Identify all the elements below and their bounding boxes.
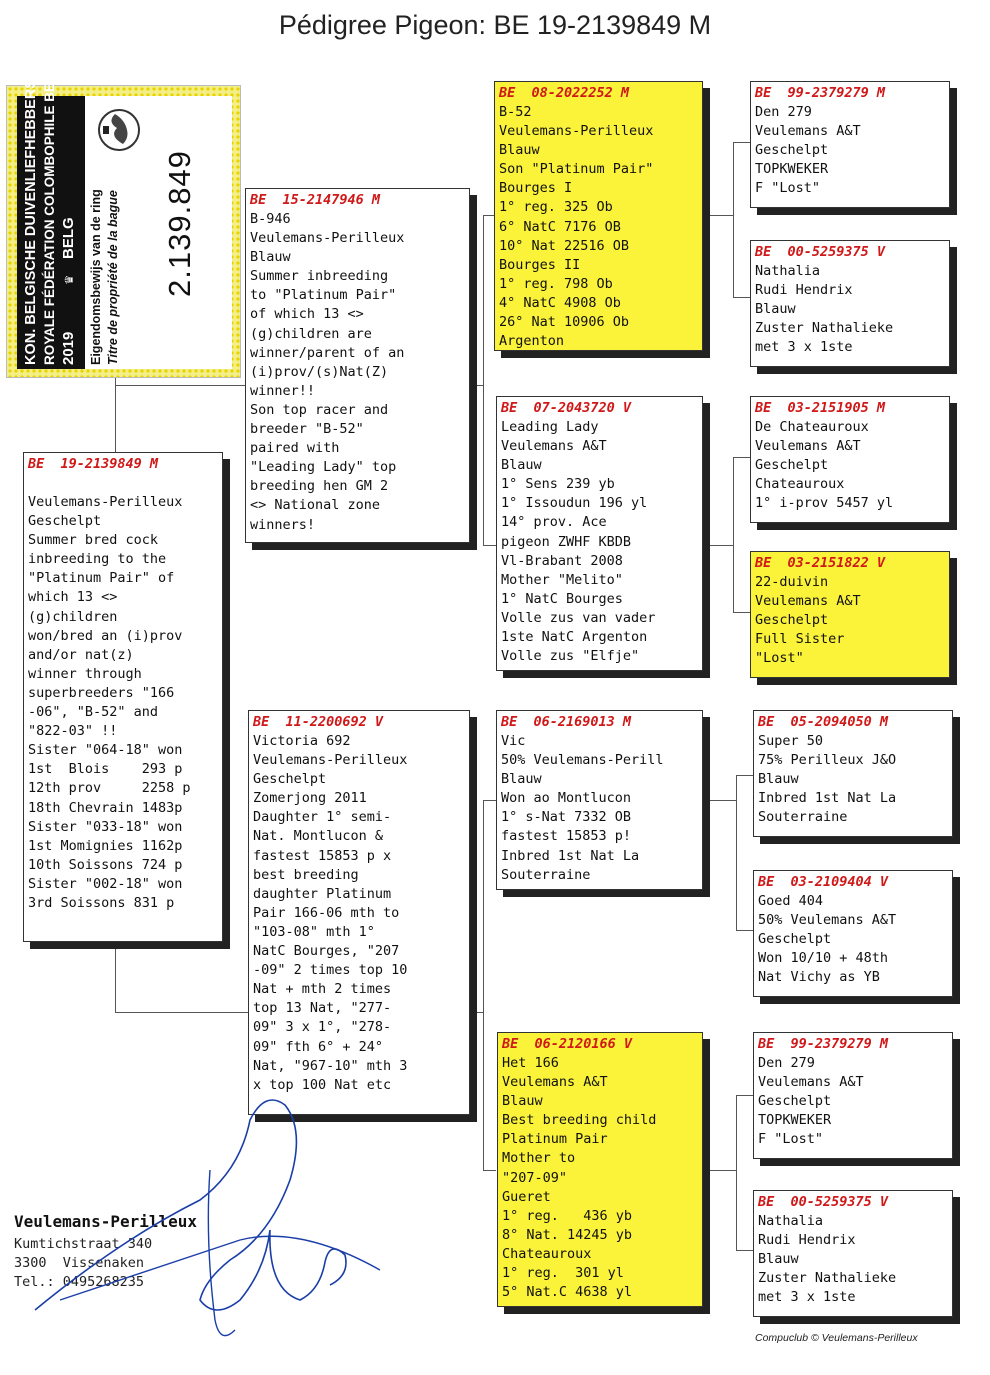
pigeon-info-line: Geschelpt: [755, 142, 829, 159]
pigeon-info-line: which 13 <>: [28, 589, 118, 606]
pigeon-info-line: De Chateauroux: [755, 419, 869, 435]
pigeon-info-line: NatC Bourges, "207: [253, 943, 400, 960]
pigeon-info-line: TOPKWEKER: [758, 1112, 832, 1129]
ring-certificate: [6, 36, 241, 378]
pigeon-info-line: 1ste NatC Argenton: [501, 629, 648, 646]
pigeon-ring-id: BE 05-2094050 M: [758, 714, 889, 730]
footer-copyright: Compuclub © Veulemans-Perilleux: [755, 1332, 918, 1344]
pigeon-info-line: B-52: [499, 104, 532, 120]
pigeon-info-line: Blauw: [758, 771, 799, 788]
pigeon-info-line: "822-03" !!: [28, 723, 118, 740]
breeder-info: [14, 1212, 197, 1292]
pigeon-info-line: 4° NatC 4908 Ob: [499, 294, 621, 311]
pigeon-info-line: Veulemans-Perilleux: [499, 123, 654, 140]
pigeon-card-mother: [248, 710, 470, 1115]
pigeon-info-line: 1° Sens 239 yb: [501, 476, 615, 493]
pigeon-info-line: Leading Lady: [501, 419, 599, 435]
breeder-phone: Tel.: 0495268235: [14, 1274, 145, 1290]
federation-logo-icon: [95, 106, 143, 154]
pigeon-info-line: TOPKWEKER: [755, 161, 829, 178]
pigeon-ring-id: BE 00-5259375 V: [758, 1194, 889, 1210]
pigeon-card-mf: [496, 710, 703, 890]
ring-number: 2.139.849: [162, 150, 197, 297]
pigeon-card-subject: [23, 452, 223, 942]
pigeon-card-fmm: [750, 551, 950, 678]
pigeon-card-mff: [753, 710, 953, 837]
pigeon-info-line: Blauw: [501, 771, 542, 788]
pigeon-ring-id: BE 07-2043720 V: [501, 400, 632, 416]
connector-line: [470, 385, 483, 386]
pigeon-info-line: Souterraine: [758, 809, 848, 826]
pigeon-ring-id: BE 08-2022252 M: [499, 85, 630, 101]
crown-icon: ♛: [61, 275, 77, 284]
pigeon-card-mm: [497, 1032, 703, 1307]
pigeon-info-line: 1° s-Nat 7332 OB: [501, 809, 632, 826]
pigeon-info-line: Argenton: [499, 333, 565, 350]
pigeon-info-line: Bourges II: [499, 256, 581, 273]
pigeon-info-line: (g)children are: [250, 325, 372, 342]
ownership-text-nl: Eigendomsbewijs van de ring: [89, 189, 103, 365]
pigeon-info-line: Blauw: [502, 1093, 543, 1110]
pigeon-info-line: Geschelpt: [755, 612, 829, 629]
pigeon-ring-id: BE 15-2147946 M: [250, 192, 381, 208]
pigeon-card-fff: [750, 81, 950, 208]
connector-line: [736, 775, 737, 930]
ring-country: BELG: [60, 217, 77, 259]
pigeon-info-line: 1° reg. 798 Ob: [499, 275, 613, 292]
pigeon-info-line: won/bred an (i)prov: [28, 627, 183, 644]
pigeon-card-mmf: [753, 1032, 953, 1159]
connector-line: [703, 215, 733, 216]
pigeon-info-line: [28, 474, 218, 493]
pigeon-info-line: 1° Issoudun 196 yl: [501, 495, 648, 512]
pigeon-info-line: Blauw: [758, 1251, 799, 1268]
pigeon-info-line: Nat + mth 2 times: [253, 981, 392, 998]
pigeon-info-line: Chateauroux: [502, 1245, 592, 1262]
pigeon-info-line: Super 50: [758, 733, 824, 749]
pigeon-info-line: Geschelpt: [253, 771, 327, 788]
pigeon-info-line: Mother "Melito": [501, 571, 623, 588]
pigeon-info-line: Summer inbreeding: [250, 268, 389, 285]
pigeon-info-line: B-946: [250, 211, 291, 227]
pigeon-info-line: Nat, "967-10" mth 3: [253, 1057, 408, 1074]
pigeon-info-line: Veulemans A&T: [502, 1074, 608, 1091]
connector-line: [733, 142, 750, 143]
pigeon-info-line: Goed 404: [758, 893, 824, 909]
pigeon-info-line: winner/parent of an: [250, 344, 405, 361]
pigeon-info-line: Geschelpt: [28, 513, 102, 530]
pigeon-info-line: <> National zone: [250, 497, 381, 514]
connector-line: [736, 930, 753, 931]
federation-name-nl: KON. BELGISCHE DUIVENLIEFHEBBERSBOND: [23, 36, 39, 365]
pigeon-info-line: "Platinum Pair" of: [28, 570, 175, 587]
pigeon-info-line: "Leading Lady" top: [250, 459, 397, 476]
pigeon-info-line: Vic: [501, 733, 526, 749]
pigeon-info-line: "207-09": [502, 1169, 568, 1186]
connector-line: [733, 457, 734, 612]
pigeon-info-line: (g)children: [28, 608, 118, 625]
connector-line: [483, 1170, 496, 1171]
pigeon-info-line: Blauw: [755, 301, 796, 318]
pigeon-info-line: Volle zus "Elfje": [501, 648, 640, 665]
pigeon-ring-id: BE 00-5259375 V: [755, 244, 886, 260]
connector-line: [736, 1250, 753, 1251]
connector-line: [115, 942, 116, 1012]
connector-line: [483, 800, 496, 801]
pigeon-info-line: 10th Soissons 724 p: [28, 856, 183, 873]
pigeon-info-line: Zuster Nathalieke: [755, 320, 894, 337]
pigeon-info-line: 26° Nat 10906 Ob: [499, 314, 630, 331]
pigeon-info-line: Geschelpt: [758, 1093, 832, 1110]
connector-line: [115, 378, 116, 453]
pigeon-info-line: 3rd Soissons 831 p: [28, 894, 175, 911]
connector-line: [470, 1012, 483, 1013]
pigeon-info-line: 1st Blois 293 p: [28, 761, 183, 778]
connector-line: [736, 1095, 737, 1250]
pigeon-info-line: "103-08" mth 1°: [253, 923, 375, 940]
pigeon-info-line: Veulemans-Perilleux: [250, 230, 405, 247]
pigeon-info-line: 09" fth 6° + 24°: [253, 1038, 384, 1055]
pigeon-info-line: superbreeders "166: [28, 684, 175, 701]
pigeon-info-line: Sister "033-18" won: [28, 818, 183, 835]
pigeon-info-line: 1° reg. 325 Ob: [499, 199, 613, 216]
pigeon-info-line: 6° NatC 7176 OB: [499, 218, 621, 235]
connector-line: [733, 142, 734, 297]
pigeon-info-line: 12th prov 2258 p: [28, 780, 191, 797]
pigeon-info-line: Nat Vichy as YB: [758, 969, 880, 986]
pigeon-info-line: Den 279: [755, 104, 812, 120]
pigeon-info-line: met 3 x 1ste: [755, 339, 853, 356]
pigeon-info-line: 50% Veulemans A&T: [758, 912, 897, 929]
pigeon-info-line: F "Lost": [755, 180, 821, 197]
pigeon-info-line: met 3 x 1ste: [758, 1289, 856, 1306]
pigeon-info-line: Mother to: [502, 1150, 576, 1167]
pigeon-info-line: Blauw: [250, 249, 291, 266]
pigeon-info-line: (i)prov/(s)Nat(Z): [250, 363, 389, 380]
pigeon-ring-id: BE 99-2379279 M: [758, 1036, 889, 1052]
pigeon-info-line: Pair 166-06 mth to: [253, 904, 400, 921]
pigeon-card-fm: [496, 396, 703, 671]
page-title: Pédigree Pigeon: BE 19-2139849 M: [278, 10, 712, 40]
pigeon-info-line: Platinum Pair: [502, 1131, 608, 1148]
pigeon-card-mfm: [753, 870, 953, 997]
pigeon-info-line: 8° Nat. 14245 yb: [502, 1226, 633, 1243]
pigeon-ring-id: BE 11-2200692 V: [253, 714, 384, 730]
pigeon-card-mmm: [753, 1190, 953, 1317]
pigeon-info-line: Best breeding child: [502, 1112, 657, 1129]
pigeon-info-line: Souterraine: [501, 866, 591, 883]
connector-line: [483, 545, 496, 546]
pigeon-info-line: x top 100 Nat etc: [253, 1076, 392, 1093]
pigeon-ring-id: BE 06-2169013 M: [501, 714, 632, 730]
pigeon-info-line: to "Platinum Pair": [250, 287, 397, 304]
pigeon-card-fmf: [750, 396, 950, 523]
federation-name-fr: ROYALE FÉDÉRATION COLOMBOPHILE BELGE: [42, 55, 57, 365]
pigeon-info-line: "Lost": [755, 650, 804, 667]
pigeon-info-line: 1° NatC Bourges: [501, 590, 623, 607]
pigeon-ring-id: BE 19-2139849 M: [28, 456, 159, 472]
pigeon-info-line: 22-duivin: [755, 574, 829, 590]
pigeon-info-line: Sister "002-18" won: [28, 875, 183, 892]
pigeon-info-line: winner!!: [250, 382, 316, 399]
pigeon-info-line: Rudi Hendrix: [755, 282, 853, 299]
connector-line: [115, 1012, 248, 1013]
pigeon-ring-id: BE 03-2151822 V: [755, 555, 886, 571]
pigeon-info-line: of which 13 <>: [250, 306, 364, 323]
pigeon-info-line: Rudi Hendrix: [758, 1232, 856, 1249]
pigeon-info-line: Volle zus van vader: [501, 609, 656, 626]
pigeon-info-line: 18th Chevrain 1483p: [28, 799, 183, 816]
pigeon-info-line: breeding hen GM 2: [250, 478, 389, 495]
pigeon-info-line: Full Sister: [755, 631, 845, 648]
pigeon-info-line: Nat. Montlucon &: [253, 828, 384, 845]
pigeon-info-line: Blauw: [499, 142, 540, 159]
pigeon-info-line: Inbred 1st Nat La: [501, 847, 640, 864]
pigeon-info-line: Zomerjong 2011: [253, 790, 367, 807]
connector-line: [736, 775, 753, 776]
pigeon-info-line: winners!: [250, 516, 316, 533]
pigeon-info-line: Sister "064-18" won: [28, 742, 183, 759]
pigeon-info-line: Chateauroux: [755, 476, 845, 493]
pigeon-info-line: Bourges I: [499, 180, 573, 197]
pigeon-info-line: Daughter 1° semi-: [253, 809, 392, 826]
pigeon-info-line: fastest 15853 p!: [501, 828, 632, 845]
pigeon-info-line: Veulemans-Perilleux: [253, 752, 408, 769]
breeder-street: Kumtichstraat 340: [14, 1236, 153, 1252]
connector-line: [115, 385, 245, 386]
pigeon-card-ffm: [750, 240, 950, 367]
pigeon-info-line: 75% Perilleux J&O: [758, 752, 897, 769]
connector-line: [483, 215, 484, 545]
pigeon-card-ff: [494, 81, 703, 351]
breeder-name: Veulemans-Perilleux: [14, 1212, 198, 1231]
pigeon-info-line: paired with: [250, 440, 340, 457]
pigeon-info-line: daughter Platinum: [253, 885, 392, 902]
connector-line: [733, 297, 750, 298]
pigeon-info-line: fastest 15853 p x: [253, 847, 392, 864]
pigeon-info-line: Won ao Montlucon: [501, 790, 632, 807]
pigeon-info-line: breeder "B-52": [250, 421, 364, 438]
pigeon-info-line: 5° Nat.C 4638 yl: [502, 1284, 633, 1301]
connector-line: [483, 800, 484, 1170]
pigeon-info-line: top 13 Nat, "277-: [253, 1000, 392, 1017]
pigeon-info-line: Nathalia: [755, 263, 821, 279]
pigeon-card-father: [245, 188, 470, 543]
pigeon-info-line: Inbred 1st Nat La: [758, 790, 897, 807]
pigeon-info-line: Veulemans A&T: [501, 438, 607, 455]
pigeon-info-line: best breeding: [253, 866, 359, 883]
connector-line: [733, 612, 750, 613]
pigeon-info-line: 1st Momignies 1162p: [28, 837, 183, 854]
pigeon-info-line: 1° i-prov 5457 yl: [755, 495, 894, 512]
connector-line: [736, 1095, 753, 1096]
pigeon-info-line: Victoria 692: [253, 733, 351, 749]
ring-year: 2019: [60, 331, 77, 365]
pigeon-info-line: Summer bred cock: [28, 532, 159, 549]
pigeon-info-line: 14° prov. Ace: [501, 514, 607, 531]
pigeon-info-line: Den 279: [758, 1055, 815, 1071]
pigeon-info-line: and/or nat(z): [28, 646, 134, 663]
pigeon-info-line: F "Lost": [758, 1131, 824, 1148]
pigeon-info-line: Won 10/10 + 48th: [758, 950, 889, 967]
pigeon-info-line: Geschelpt: [758, 931, 832, 948]
pigeon-info-line: Vl-Brabant 2008: [501, 552, 623, 569]
pigeon-info-line: inbreeding to the: [28, 551, 167, 568]
pigeon-info-line: Son "Platinum Pair": [499, 161, 654, 178]
pigeon-info-line: Het 166: [502, 1055, 559, 1071]
pigeon-ring-id: BE 06-2120166 V: [502, 1036, 633, 1052]
pigeon-info-line: 10° Nat 22516 OB: [499, 237, 630, 254]
pigeon-info-line: Son top racer and: [250, 401, 389, 418]
pigeon-info-line: Geschelpt: [755, 457, 829, 474]
pigeon-info-line: Veulemans A&T: [755, 123, 861, 140]
pigeon-info-line: Blauw: [501, 457, 542, 474]
pigeon-info-line: 1° reg. 436 yb: [502, 1207, 633, 1224]
pigeon-info-line: 09" 3 x 1°, "278-: [253, 1019, 392, 1036]
pigeon-info-line: winner through: [28, 665, 142, 682]
pigeon-info-line: Zuster Nathalieke: [758, 1270, 897, 1287]
pigeon-info-line: Veulemans-Perilleux: [28, 494, 183, 510]
pigeon-info-line: Veulemans A&T: [758, 1074, 864, 1091]
connector-line: [703, 545, 733, 546]
pigeon-info-line: Veulemans A&T: [755, 593, 861, 610]
pigeon-info-line: Gueret: [502, 1188, 551, 1205]
pigeon-ring-id: BE 03-2109404 V: [758, 874, 889, 890]
pigeon-info-line: -06", "B-52" and: [28, 704, 159, 721]
pigeon-info-line: 1° reg. 301 yl: [502, 1265, 624, 1282]
pigeon-info-line: 50% Veulemans-Perill: [501, 752, 664, 769]
pigeon-info-line: pigeon ZWHF KBDB: [501, 533, 632, 550]
pigeon-info-line: Nathalia: [758, 1213, 824, 1229]
connector-line: [703, 800, 736, 801]
pigeon-ring-id: BE 99-2379279 M: [755, 85, 886, 101]
pigeon-ring-id: BE 03-2151905 M: [755, 400, 886, 416]
pigeon-info-line: Veulemans A&T: [755, 438, 861, 455]
connector-line: [733, 457, 750, 458]
pigeon-info-line: -09" 2 times top 10: [253, 962, 408, 979]
ownership-text-fr: Titre de propriété de la bague: [106, 190, 120, 365]
breeder-city: 3300 Vissenaken: [14, 1255, 145, 1271]
connector-line: [703, 1170, 736, 1171]
